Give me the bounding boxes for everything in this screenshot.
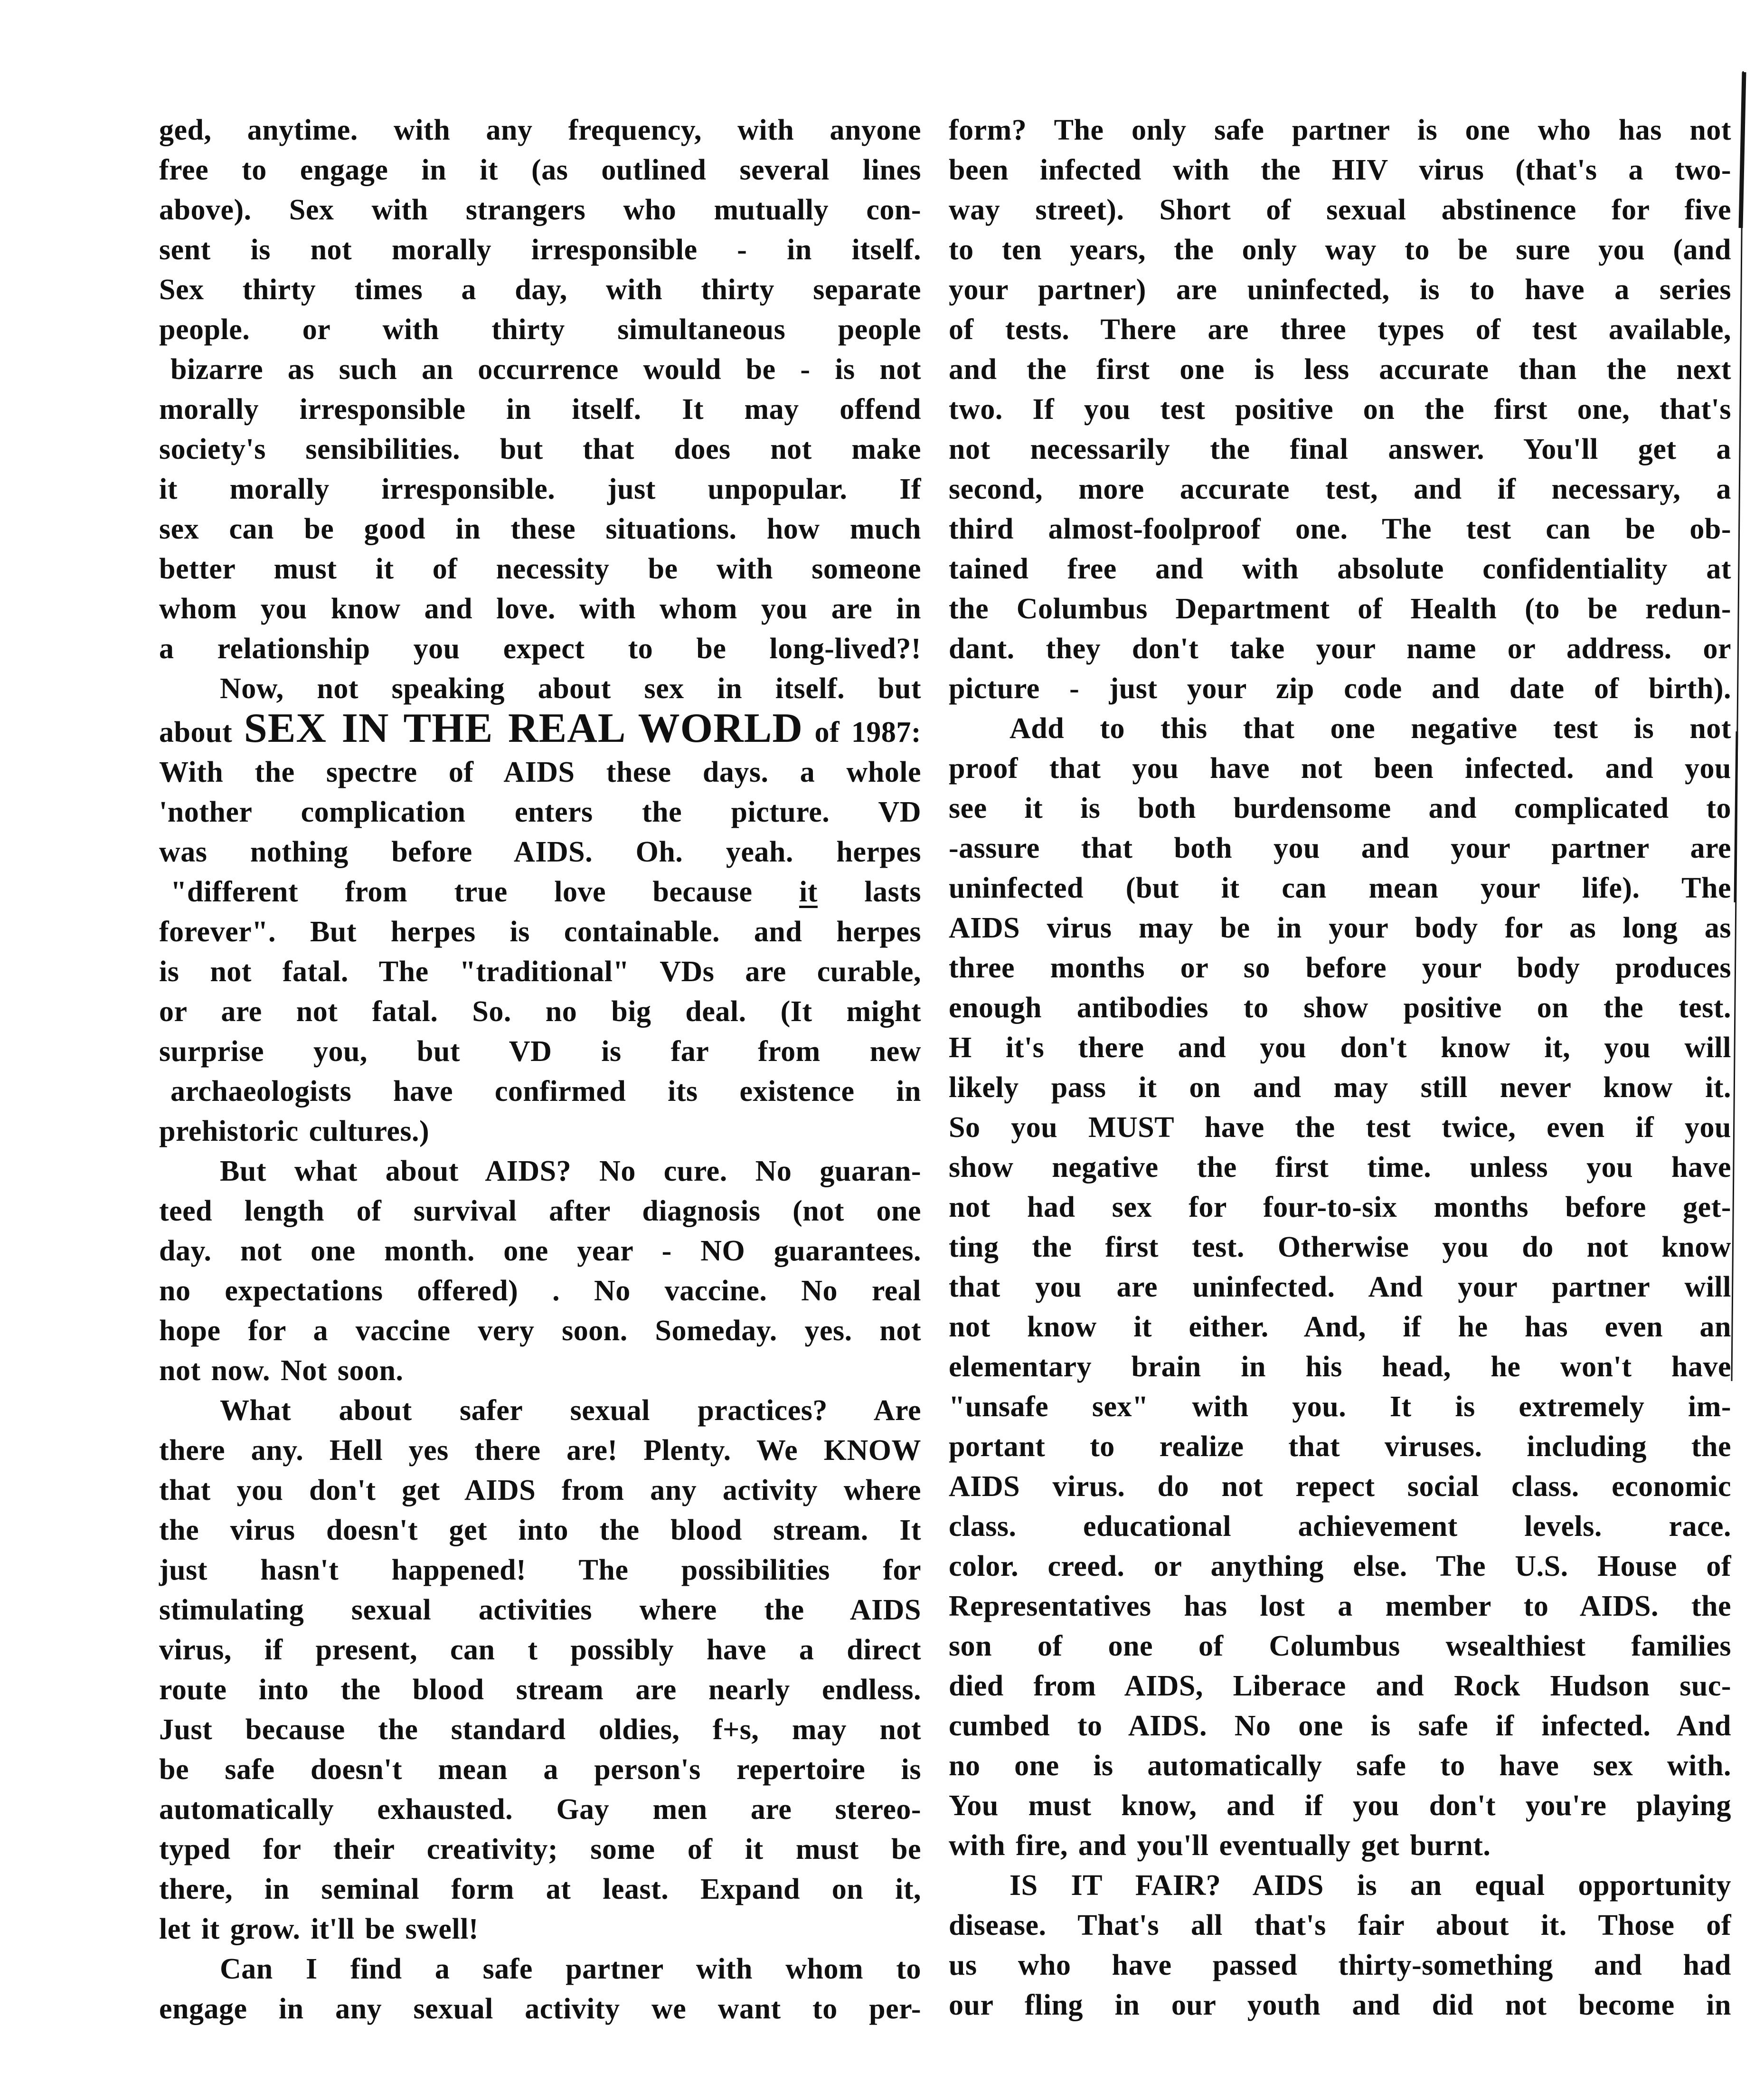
text-run: "different from true love because xyxy=(170,876,800,908)
text-column-left xyxy=(159,110,921,2029)
text-line: not now. Not soon. xyxy=(159,1354,404,1387)
text-line: whom you know and love. with whom you are in xyxy=(159,593,921,625)
text-line: AIDS virus may be in your body for as long as xyxy=(949,912,1731,944)
text-line: Representatives has lost a member to AIDS. the xyxy=(949,1590,1731,1622)
text-line: was nothing before AIDS. Oh. yeah. herpes xyxy=(159,836,921,868)
text-line: prehistoric cultures.) xyxy=(159,1115,430,1147)
text-line: ting the first test. Otherwise you do not know xyxy=(949,1231,1731,1263)
text-line: the virus doesn't get into the blood stream. It xyxy=(159,1514,921,1546)
text-line: portant to realize that viruses. including the xyxy=(949,1430,1731,1463)
text-line: people. or with thirty simultaneous people xyxy=(159,313,921,346)
text-line: son of one of Columbus wsealthiest families xyxy=(949,1630,1731,1662)
text-line: cumbed to AIDS. No one is safe if infected. And xyxy=(949,1710,1731,1742)
text-line: bizarre as such an occurrence would be - is not xyxy=(170,353,921,386)
text-line: Now, not speaking about sex in itself. but xyxy=(220,672,921,705)
text-line: forever". But herpes is containable. and herpes xyxy=(159,916,921,948)
text-line: Sex thirty times a day, with thirty separate xyxy=(159,274,921,306)
text-line: there, in seminal form at least. Expand on it, xyxy=(159,1873,921,1905)
text-line: H it's there and you don't know it, you will xyxy=(949,1032,1731,1064)
text-line xyxy=(159,705,922,752)
text-line: or are not fatal. So. no big deal. (It might xyxy=(159,995,921,1028)
text-line: sex can be good in these situations. how much xyxy=(159,513,921,545)
text-line: above). Sex with strangers who mutually con- xyxy=(159,194,921,226)
text-line: way street). Short of sexual abstinence for five xyxy=(949,194,1731,226)
text-line: So you MUST have the test twice, even if you xyxy=(949,1111,1731,1144)
text-line: -assure that both you and your partner are xyxy=(949,832,1731,864)
text-line: route into the blood stream are nearly endless. xyxy=(159,1674,921,1706)
text-line: typed for their creativity; some of it must be xyxy=(159,1833,921,1865)
text-run: of 1987: xyxy=(802,716,922,748)
text-line: just hasn't happened! The possibilities for xyxy=(159,1554,921,1586)
text-line: uninfected (but it can mean your life). The xyxy=(949,872,1731,904)
text-line: see it is both burdensome and complicated to xyxy=(949,792,1731,824)
text-line: Can I find a safe partner with whom to xyxy=(220,1953,921,1985)
text-line: show negative the first time. unless you have xyxy=(949,1151,1731,1184)
text-line: second, more accurate test, and if necessary, a xyxy=(949,473,1731,505)
text-line: Add to this that one negative test is not xyxy=(1009,712,1731,745)
text-line: elementary brain in his head, he won't have xyxy=(949,1351,1731,1383)
text-line: better must it of necessity be with someone xyxy=(159,553,921,585)
text-line: it morally irresponsible. just unpopular. If xyxy=(159,473,921,505)
text-line: What about safer sexual practices? Are xyxy=(220,1394,921,1427)
text-run: lasts xyxy=(817,876,921,908)
text-line: tained free and with absolute confidentiality at xyxy=(949,553,1731,585)
text-line: that you don't get AIDS from any activity where xyxy=(159,1474,921,1506)
text-line: archaeologists have confirmed its existence in xyxy=(170,1075,921,1108)
text-line: is not fatal. The "traditional" VDs are curable, xyxy=(159,956,921,988)
text-line: disease. That's all that's fair about it. Those of xyxy=(949,1909,1731,1941)
text-line: society's sensibilities. but that does not make xyxy=(159,433,921,465)
text-line xyxy=(159,872,921,912)
text-column-right xyxy=(949,110,1731,2025)
text-line: not had sex for four-to-six months before get- xyxy=(949,1191,1731,1223)
text-run: about xyxy=(159,716,244,748)
text-line: not necessarily the final answer. You'll get a xyxy=(949,433,1731,465)
inline-heading: SEX IN THE REAL WORLD xyxy=(244,705,803,751)
text-line: surprise you, but VD is far from new xyxy=(159,1035,921,1068)
text-line: that you are uninfected. And your partner will xyxy=(949,1271,1731,1303)
text-line: color. creed. or anything else. The U.S. House of xyxy=(949,1550,1731,1582)
text-line: a relationship you expect to be long-lived?! xyxy=(159,633,921,665)
text-line: free to engage in it (as outlined several lines xyxy=(159,154,921,186)
text-line: engage in any sexual activity we want to per- xyxy=(159,1993,921,2025)
text-line: automatically exhausted. Gay men are stereo- xyxy=(159,1793,921,1826)
text-line: no expectations offered) . No vaccine. No real xyxy=(159,1275,921,1307)
text-line: with fire, and you'll eventually get burnt. xyxy=(949,1829,1491,1862)
text-line: 'nother complication enters the picture. VD xyxy=(159,796,921,828)
text-line: and the first one is less accurate than the next xyxy=(949,353,1731,386)
text-line: picture - just your zip code and date of birth). xyxy=(949,672,1731,705)
text-line: likely pass it on and may still never know it. xyxy=(949,1071,1731,1104)
text-line: dant. they don't take your name or address. or xyxy=(949,633,1731,665)
text-line: died from AIDS, Liberace and Rock Hudson suc- xyxy=(949,1670,1731,1702)
text-line: ged, anytime. with any frequency, with anyone xyxy=(159,114,921,146)
text-line: virus, if present, can t possibly have a direct xyxy=(159,1634,921,1666)
underlined-word: it xyxy=(799,876,818,908)
text-line: three months or so before your body produces xyxy=(949,952,1731,984)
text-line: third almost-foolproof one. The test can be ob- xyxy=(949,513,1731,545)
text-line: form? The only safe partner is one who has not xyxy=(949,114,1731,146)
text-line: your partner) are uninfected, is to have a series xyxy=(949,274,1731,306)
text-line: enough antibodies to show positive on the test. xyxy=(949,992,1731,1024)
text-line: Just because the standard oldies, f+s, may not xyxy=(159,1714,921,1746)
text-line: let it grow. it'll be swell! xyxy=(159,1913,479,1945)
text-line: But what about AIDS? No cure. No guaran- xyxy=(220,1155,921,1187)
text-line: proof that you have not been infected. and you xyxy=(949,752,1731,785)
text-line: You must know, and if you don't you're playing xyxy=(949,1789,1731,1822)
text-line: day. not one month. one year - NO guarantees. xyxy=(159,1235,921,1267)
text-line: AIDS virus. do not repect social class. economic xyxy=(949,1470,1731,1503)
text-line: there any. Hell yes there are! Plenty. We KNOW xyxy=(159,1434,921,1467)
text-line: our fling in our youth and did not become in xyxy=(949,1989,1731,2021)
text-line: be safe doesn't mean a person's repertoire is xyxy=(159,1753,921,1786)
text-line: two. If you test positive on the first one, that's xyxy=(949,393,1731,426)
text-line: to ten years, the only way to be sure you (and xyxy=(949,234,1731,266)
text-line: hope for a vaccine very soon. Someday. yes. not xyxy=(159,1315,921,1347)
text-line: been infected with the HIV virus (that's a two- xyxy=(949,154,1731,186)
text-line: not know it either. And, if he has even an xyxy=(949,1311,1731,1343)
text-line: the Columbus Department of Health (to be redun- xyxy=(949,593,1731,625)
text-line: class. educational achievement levels. race. xyxy=(949,1510,1731,1543)
text-line: of tests. There are three types of test available, xyxy=(949,313,1731,346)
text-line: sent is not morally irresponsible - in itself. xyxy=(159,234,921,266)
text-line: no one is automatically safe to have sex with. xyxy=(949,1750,1731,1782)
text-line: teed length of survival after diagnosis (not one xyxy=(159,1195,921,1227)
text-line: "unsafe sex" with you. It is extremely im- xyxy=(949,1391,1731,1423)
text-line: morally irresponsible in itself. It may offend xyxy=(159,393,921,426)
text-line: us who have passed thirty-something and had xyxy=(949,1949,1731,1981)
text-line: With the spectre of AIDS these days. a whole xyxy=(159,756,921,788)
text-line: IS IT FAIR? AIDS is an equal opportunity xyxy=(1009,1869,1731,1902)
text-line: stimulating sexual activities where the AIDS xyxy=(159,1594,921,1626)
